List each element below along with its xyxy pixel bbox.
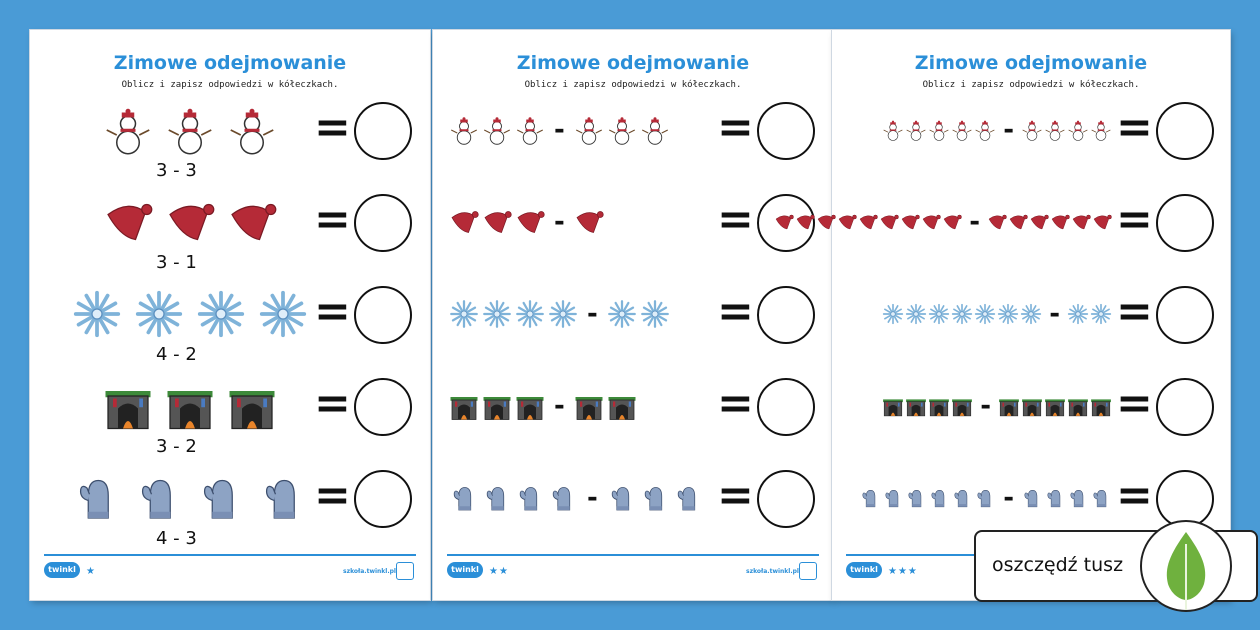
equals-sign: = (717, 470, 754, 521)
answer-circle[interactable] (354, 286, 412, 344)
mitten-icon (258, 473, 308, 523)
answer-circle[interactable] (757, 286, 815, 344)
snowman-icon (227, 105, 277, 155)
exercise-row (30, 190, 430, 280)
snowman-icon (449, 115, 479, 145)
answer-circle[interactable] (1156, 102, 1214, 160)
snowman-group (844, 98, 1112, 162)
exercise-row (30, 374, 430, 464)
hat-icon (987, 212, 1007, 232)
snowman-icon (515, 115, 545, 145)
snowflake-icon (607, 299, 637, 329)
sheet-instructions: Oblicz i zapisz odpowiedzi w kółeczkach. (524, 80, 742, 90)
quality-badge-icon (799, 562, 817, 580)
minus-sign: - (1049, 299, 1060, 329)
equals-sign: = (1116, 102, 1153, 153)
snowflake-icon (515, 299, 545, 329)
hat-icon (921, 212, 941, 232)
sheet-instructions: Oblicz i zapisz odpowiedzi w kółeczkach. (922, 80, 1140, 90)
mitten-icon (951, 487, 973, 509)
snowflake-icon (997, 303, 1019, 325)
mitten-icon (928, 487, 950, 509)
hat-group (449, 190, 604, 254)
mitten-icon (607, 483, 637, 513)
exercise-row (30, 282, 430, 372)
snowflake-icon (72, 289, 122, 339)
mitten-icon (974, 487, 996, 509)
snowman-group (449, 98, 670, 162)
equals-sign: = (1116, 286, 1153, 337)
hat-icon (858, 212, 878, 232)
fireplace-icon (1090, 395, 1112, 417)
snowflake-icon (1020, 303, 1042, 325)
snowman-icon (1021, 119, 1043, 141)
answer-circle[interactable] (757, 470, 815, 528)
answer-circle[interactable] (1156, 286, 1214, 344)
minus-sign: - (554, 207, 565, 237)
fireplace-icon (449, 391, 479, 421)
minus-sign: - (980, 391, 991, 421)
fireplace-icon (607, 391, 637, 421)
fireplace-icon (515, 391, 545, 421)
twinkl-logo: twinkl (846, 562, 882, 578)
mitten-icon (548, 483, 578, 513)
twinkl-logo: twinkl (447, 562, 483, 578)
difficulty-stars: ★★★ (888, 566, 918, 577)
snowflake-icon (196, 289, 246, 339)
worksheet-1 (30, 30, 430, 600)
snowman-icon (951, 119, 973, 141)
fireplace-icon (882, 395, 904, 417)
subtraction-expression: 4 - 2 (156, 344, 197, 365)
fireplace-icon (227, 381, 277, 431)
mitten-icon (882, 487, 904, 509)
hat-icon (574, 207, 604, 237)
snowflake-icon (548, 299, 578, 329)
exercise-row (433, 98, 833, 188)
snowflake-group (844, 282, 1112, 346)
snowflake-icon (449, 299, 479, 329)
mitten-icon (449, 483, 479, 513)
snowman-icon (482, 115, 512, 145)
hat-icon (816, 212, 836, 232)
equals-sign: = (717, 378, 754, 429)
sheet-title: Zimowe odejmowanie (516, 52, 750, 74)
snowman-icon (607, 115, 637, 145)
hat-icon (774, 212, 794, 232)
snowflake-icon (482, 299, 512, 329)
sheet-instructions: Oblicz i zapisz odpowiedzi w kółeczkach. (121, 80, 339, 90)
subtraction-expression: 3 - 3 (156, 160, 197, 181)
footer-url: szkoła.twinkl.pl (746, 568, 799, 575)
fireplace-icon (905, 395, 927, 417)
snowman-icon (882, 119, 904, 141)
hat-icon (1092, 212, 1112, 232)
snowflake-icon (905, 303, 927, 325)
mitten-group (844, 466, 1112, 530)
mitten-group (70, 466, 310, 530)
fireplace-group (449, 374, 637, 438)
footer-divider (44, 554, 416, 556)
hat-icon (103, 197, 153, 247)
mitten-icon (134, 473, 184, 523)
hat-icon (900, 212, 920, 232)
snowman-icon (1067, 119, 1089, 141)
twinkl-logo: twinkl (44, 562, 80, 578)
fireplace-icon (103, 381, 153, 431)
minus-sign: - (587, 483, 598, 513)
snowflake-icon (928, 303, 950, 325)
hat-icon (1029, 212, 1049, 232)
snowman-icon (103, 105, 153, 155)
answer-circle[interactable] (354, 470, 412, 528)
snowflake-group (449, 282, 670, 346)
mitten-icon (1021, 487, 1043, 509)
answer-circle[interactable] (757, 102, 815, 160)
snowflake-group (70, 282, 310, 346)
exercise-row (832, 374, 1232, 464)
fireplace-icon (1021, 395, 1043, 417)
mitten-icon (1090, 487, 1112, 509)
fireplace-icon (482, 391, 512, 421)
snowman-icon (165, 105, 215, 155)
mitten-icon (1044, 487, 1066, 509)
fireplace-group (844, 374, 1112, 438)
snowflake-icon (882, 303, 904, 325)
snowman-icon (1090, 119, 1112, 141)
snowflake-icon (258, 289, 308, 339)
minus-sign: - (1003, 115, 1014, 145)
snowman-icon (574, 115, 604, 145)
leaf-icon[interactable] (1140, 520, 1232, 612)
difficulty-stars: ★ (86, 566, 96, 577)
minus-sign: - (1003, 483, 1014, 513)
footer-url: szkoła.twinkl.pl (343, 568, 396, 575)
hat-icon (795, 212, 815, 232)
mitten-icon (859, 487, 881, 509)
mitten-icon (482, 483, 512, 513)
equals-sign: = (717, 102, 754, 153)
mitten-icon (515, 483, 545, 513)
answer-circle[interactable] (354, 102, 412, 160)
quality-badge-icon (396, 562, 414, 580)
exercise-row (832, 98, 1232, 188)
fireplace-icon (1067, 395, 1089, 417)
equals-sign: = (1116, 378, 1153, 429)
equals-sign: = (314, 286, 351, 337)
equals-sign: = (717, 194, 754, 245)
hat-group (70, 190, 310, 254)
mitten-icon (72, 473, 122, 523)
hat-icon (837, 212, 857, 232)
fireplace-icon (165, 381, 215, 431)
sheet-title: Zimowe odejmowanie (914, 52, 1148, 74)
mitten-icon (905, 487, 927, 509)
worksheet-3 (832, 30, 1230, 600)
hat-icon (1071, 212, 1091, 232)
fireplace-icon (574, 391, 604, 421)
snowman-group (70, 98, 310, 162)
hat-icon (942, 212, 962, 232)
minus-sign: - (969, 207, 980, 237)
worksheet-2 (433, 30, 833, 600)
answer-circle[interactable] (1156, 378, 1214, 436)
save-ink-label: oszczędź tusz (992, 554, 1124, 576)
subtraction-expression: 3 - 2 (156, 436, 197, 457)
hat-group (844, 190, 1112, 254)
exercise-row (433, 282, 833, 372)
snowflake-icon (951, 303, 973, 325)
subtraction-expression: 3 - 1 (156, 252, 197, 273)
hat-icon (449, 207, 479, 237)
fireplace-icon (998, 395, 1020, 417)
fireplace-icon (951, 395, 973, 417)
answer-circle[interactable] (757, 378, 815, 436)
hat-icon (1050, 212, 1070, 232)
snowman-icon (1044, 119, 1066, 141)
equals-sign: = (314, 102, 351, 153)
equals-sign: = (1116, 194, 1153, 245)
hat-icon (227, 197, 277, 247)
exercise-row (30, 466, 430, 556)
exercise-row (832, 282, 1232, 372)
mitten-icon (1067, 487, 1089, 509)
snowman-icon (905, 119, 927, 141)
hat-icon (165, 197, 215, 247)
answer-circle[interactable] (1156, 194, 1214, 252)
snowman-icon (974, 119, 996, 141)
equals-sign: = (314, 470, 351, 521)
footer-divider (447, 554, 819, 556)
exercise-row (433, 374, 833, 464)
fireplace-group (70, 374, 310, 438)
answer-circle[interactable] (354, 378, 412, 436)
mitten-group (449, 466, 703, 530)
exercise-row (433, 190, 833, 280)
mitten-icon (196, 473, 246, 523)
equals-sign: = (1116, 470, 1153, 521)
snowflake-icon (640, 299, 670, 329)
minus-sign: - (554, 391, 565, 421)
mitten-icon (640, 483, 670, 513)
snowflake-icon (1067, 303, 1089, 325)
snowman-icon (640, 115, 670, 145)
minus-sign: - (554, 115, 565, 145)
hat-icon (482, 207, 512, 237)
hat-icon (515, 207, 545, 237)
difficulty-stars: ★★ (489, 566, 509, 577)
fireplace-icon (1044, 395, 1066, 417)
equals-sign: = (314, 378, 351, 429)
snowflake-icon (1090, 303, 1112, 325)
exercise-row (433, 466, 833, 556)
snowflake-icon (974, 303, 996, 325)
exercise-row (30, 98, 430, 188)
exercise-row (832, 190, 1232, 280)
snowman-icon (928, 119, 950, 141)
hat-icon (1008, 212, 1028, 232)
sheet-title: Zimowe odejmowanie (113, 52, 347, 74)
equals-sign: = (314, 194, 351, 245)
minus-sign: - (587, 299, 598, 329)
fireplace-icon (928, 395, 950, 417)
answer-circle[interactable] (354, 194, 412, 252)
subtraction-expression: 4 - 3 (156, 528, 197, 549)
hat-icon (879, 212, 899, 232)
mitten-icon (673, 483, 703, 513)
equals-sign: = (717, 286, 754, 337)
snowflake-icon (134, 289, 184, 339)
